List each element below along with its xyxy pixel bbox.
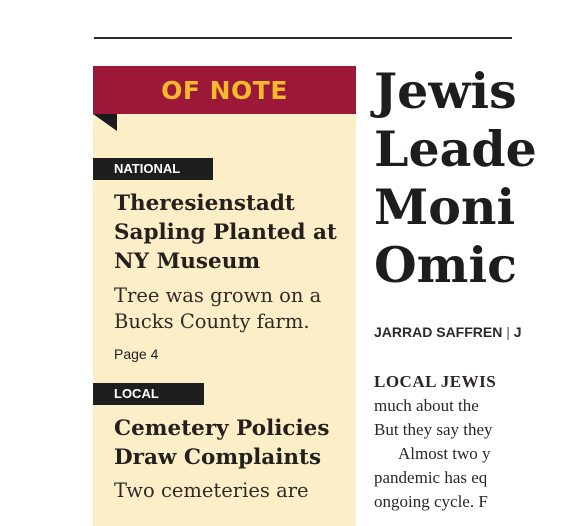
body-line: LOCAL JEWIS xyxy=(374,372,497,391)
body-line: Almost two y xyxy=(398,444,491,463)
main-headline-line[interactable]: Omic xyxy=(374,236,517,294)
section-tag: LOCAL xyxy=(93,383,204,405)
byline-author: JARRAD SAFFREN xyxy=(374,324,503,340)
main-headline-line[interactable]: Leade xyxy=(374,120,537,178)
note-dek: Tree was grown on a Bucks County farm. xyxy=(114,284,322,333)
byline xyxy=(374,324,522,340)
main-article-headline-block xyxy=(374,62,544,294)
main-headline-line[interactable]: Jewis xyxy=(374,62,517,120)
byline-separator: | xyxy=(506,324,510,340)
note-headline[interactable]: Theresienstadt Sapling Planted at NY Museum xyxy=(114,191,337,274)
page-reference[interactable]: Page 4 xyxy=(114,346,159,362)
top-rule xyxy=(94,37,512,39)
body-line: ongoing cycle. F xyxy=(374,492,488,511)
of-note-header xyxy=(93,66,356,114)
of-note-title: OF NOTE xyxy=(161,75,288,105)
of-note-sidebar xyxy=(93,66,356,526)
body-line: But they say they xyxy=(374,420,493,439)
body-line: much about the xyxy=(374,396,479,415)
main-headline-line[interactable]: Moni xyxy=(374,178,516,236)
note-dek: Two cemeteries are xyxy=(114,479,309,502)
header-flag-decoration xyxy=(93,114,117,131)
byline-rest: J xyxy=(513,324,522,340)
body-line: pandemic has eq xyxy=(374,468,488,487)
article-body xyxy=(374,370,574,514)
section-tag: NATIONAL xyxy=(93,158,213,180)
note-headline[interactable]: Cemetery Policies Draw Complaints xyxy=(114,416,330,470)
